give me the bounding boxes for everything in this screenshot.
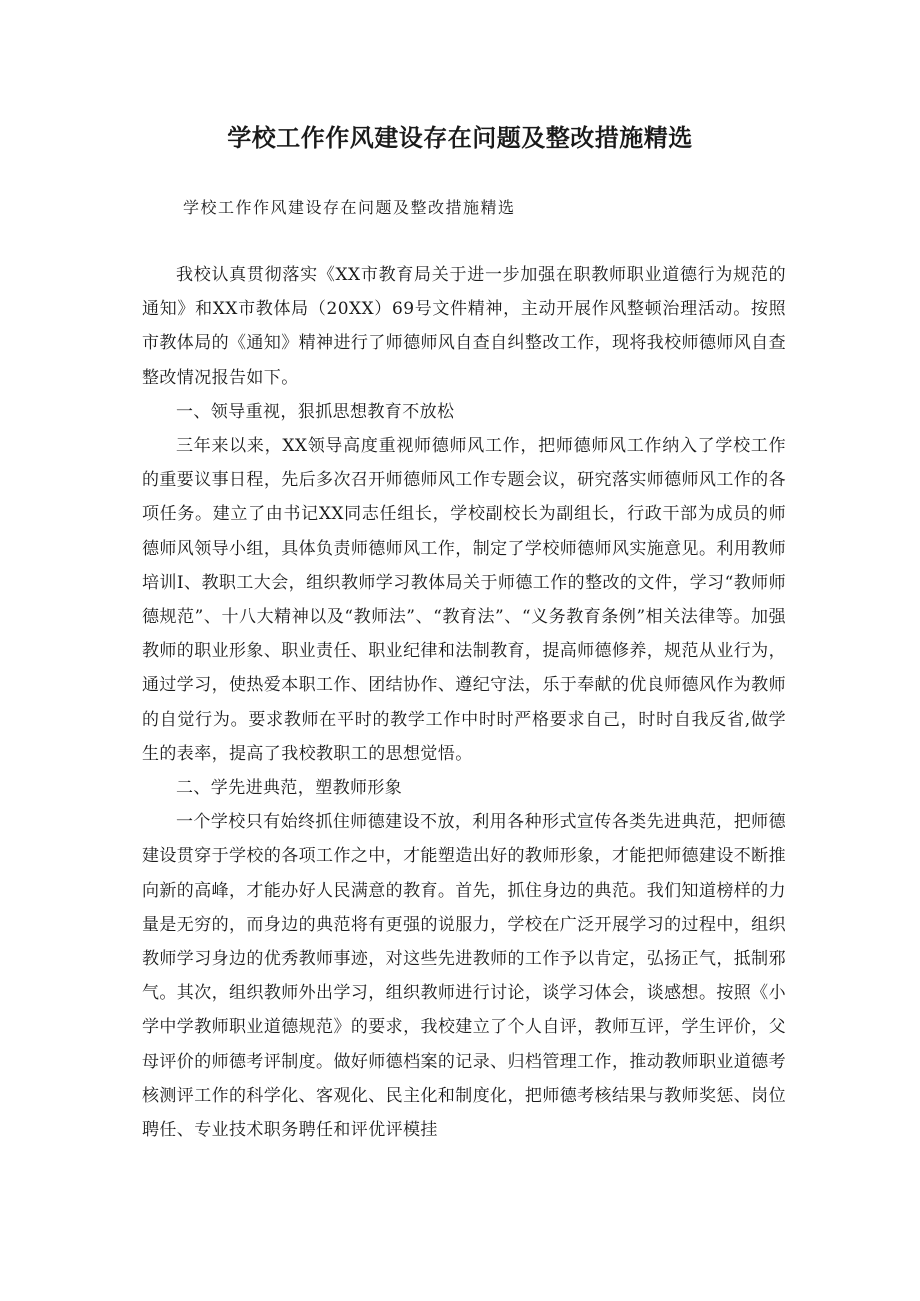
document-body <box>142 258 786 1147</box>
section-heading-2: 二、学先进典范，塑教师形象 <box>176 778 403 799</box>
section-heading-1: 一、领导重视，狠抓思想教育不放松 <box>176 401 455 422</box>
document-subtitle: 学校工作作风建设存在问题及整改措施精选 <box>183 198 516 217</box>
section-1-paragraph: 三年来以来，XX领导高度重视师德师风工作，把师德师风工作纳入了学校工作的重要议事日程，先后多次召开师德师风工作专题会议，研究落实师德师风工作的各项任务。建立了由书记XX同志任组长，学校副校长为副组长，行政干部为成员的师德师风领导小组，具体负责师德师风工作，制定了学校师德师风实施意见。利用教师培训Ⅰ、教职工大会，组织教师学习教体局关于师德工作的整改的文件，学习“教师师德规范”、十八大精神以及“教师法”、“教育法”、“义务教育条例”相关法律等。加强教师的职业形象、职业责任、职业纪律和法制教育，提高师德修养，规范从业行为，通过学习，使热爱本职工作、团结协作、遵纪守法，乐于奉献的优良师德风作为教师的自觉行为。要求教师在平时的教学工作中时时严格要求自己，时时自我反省,做学生的表率，提高了我校教职工的思想觉悟。 <box>142 436 786 764</box>
document-title: 学校工作作风建设存在问题及整改措施精选 <box>227 124 693 152</box>
section-2-paragraph: 一个学校只有始终抓住师德建设不放，利用各种形式宣传各类先进典范，把师德建设贯穿于学校的各项工作之中，才能塑造出好的教师形象，才能把师德建设不断推向新的高峰，才能办好人民满意的教育。首先，抓住身边的典范。我们知道榜样的力量是无穷的，而身边的典范将有更强的说服力，学校在广泛开展学习的过程中，组织教师学习身边的优秀教师事迹，对这些先进教师的工作予以肯定，弘扬正气，抵制邪气。其次，组织教师外出学习，组织教师进行讨论，谈学习体会，谈感想。按照《小学中学教师职业道德规范》的要求，我校建立了个人自评，教师互评，学生评价，父母评价的师德考评制度。做好师德档案的记录、归档管理工作，推动教师职业道德考核测评工作的科学化、客观化、民主化和制度化，把师德考核结果与教师奖惩、岗位聘任、专业技术职务聘任和评优评模挂 <box>142 812 786 1141</box>
intro-paragraph: 我校认真贯彻落实《XX市教育局关于进一步加强在职教师职业道德行为规范的通知》和XX市教体局（20XX）69号文件精神，主动开展作风整顿治理活动。按照市教体局的《通知》精神进行了师德师风自查自纠整改工作，现将我校师德师风自查整改情况报告如下。 <box>142 265 786 388</box>
